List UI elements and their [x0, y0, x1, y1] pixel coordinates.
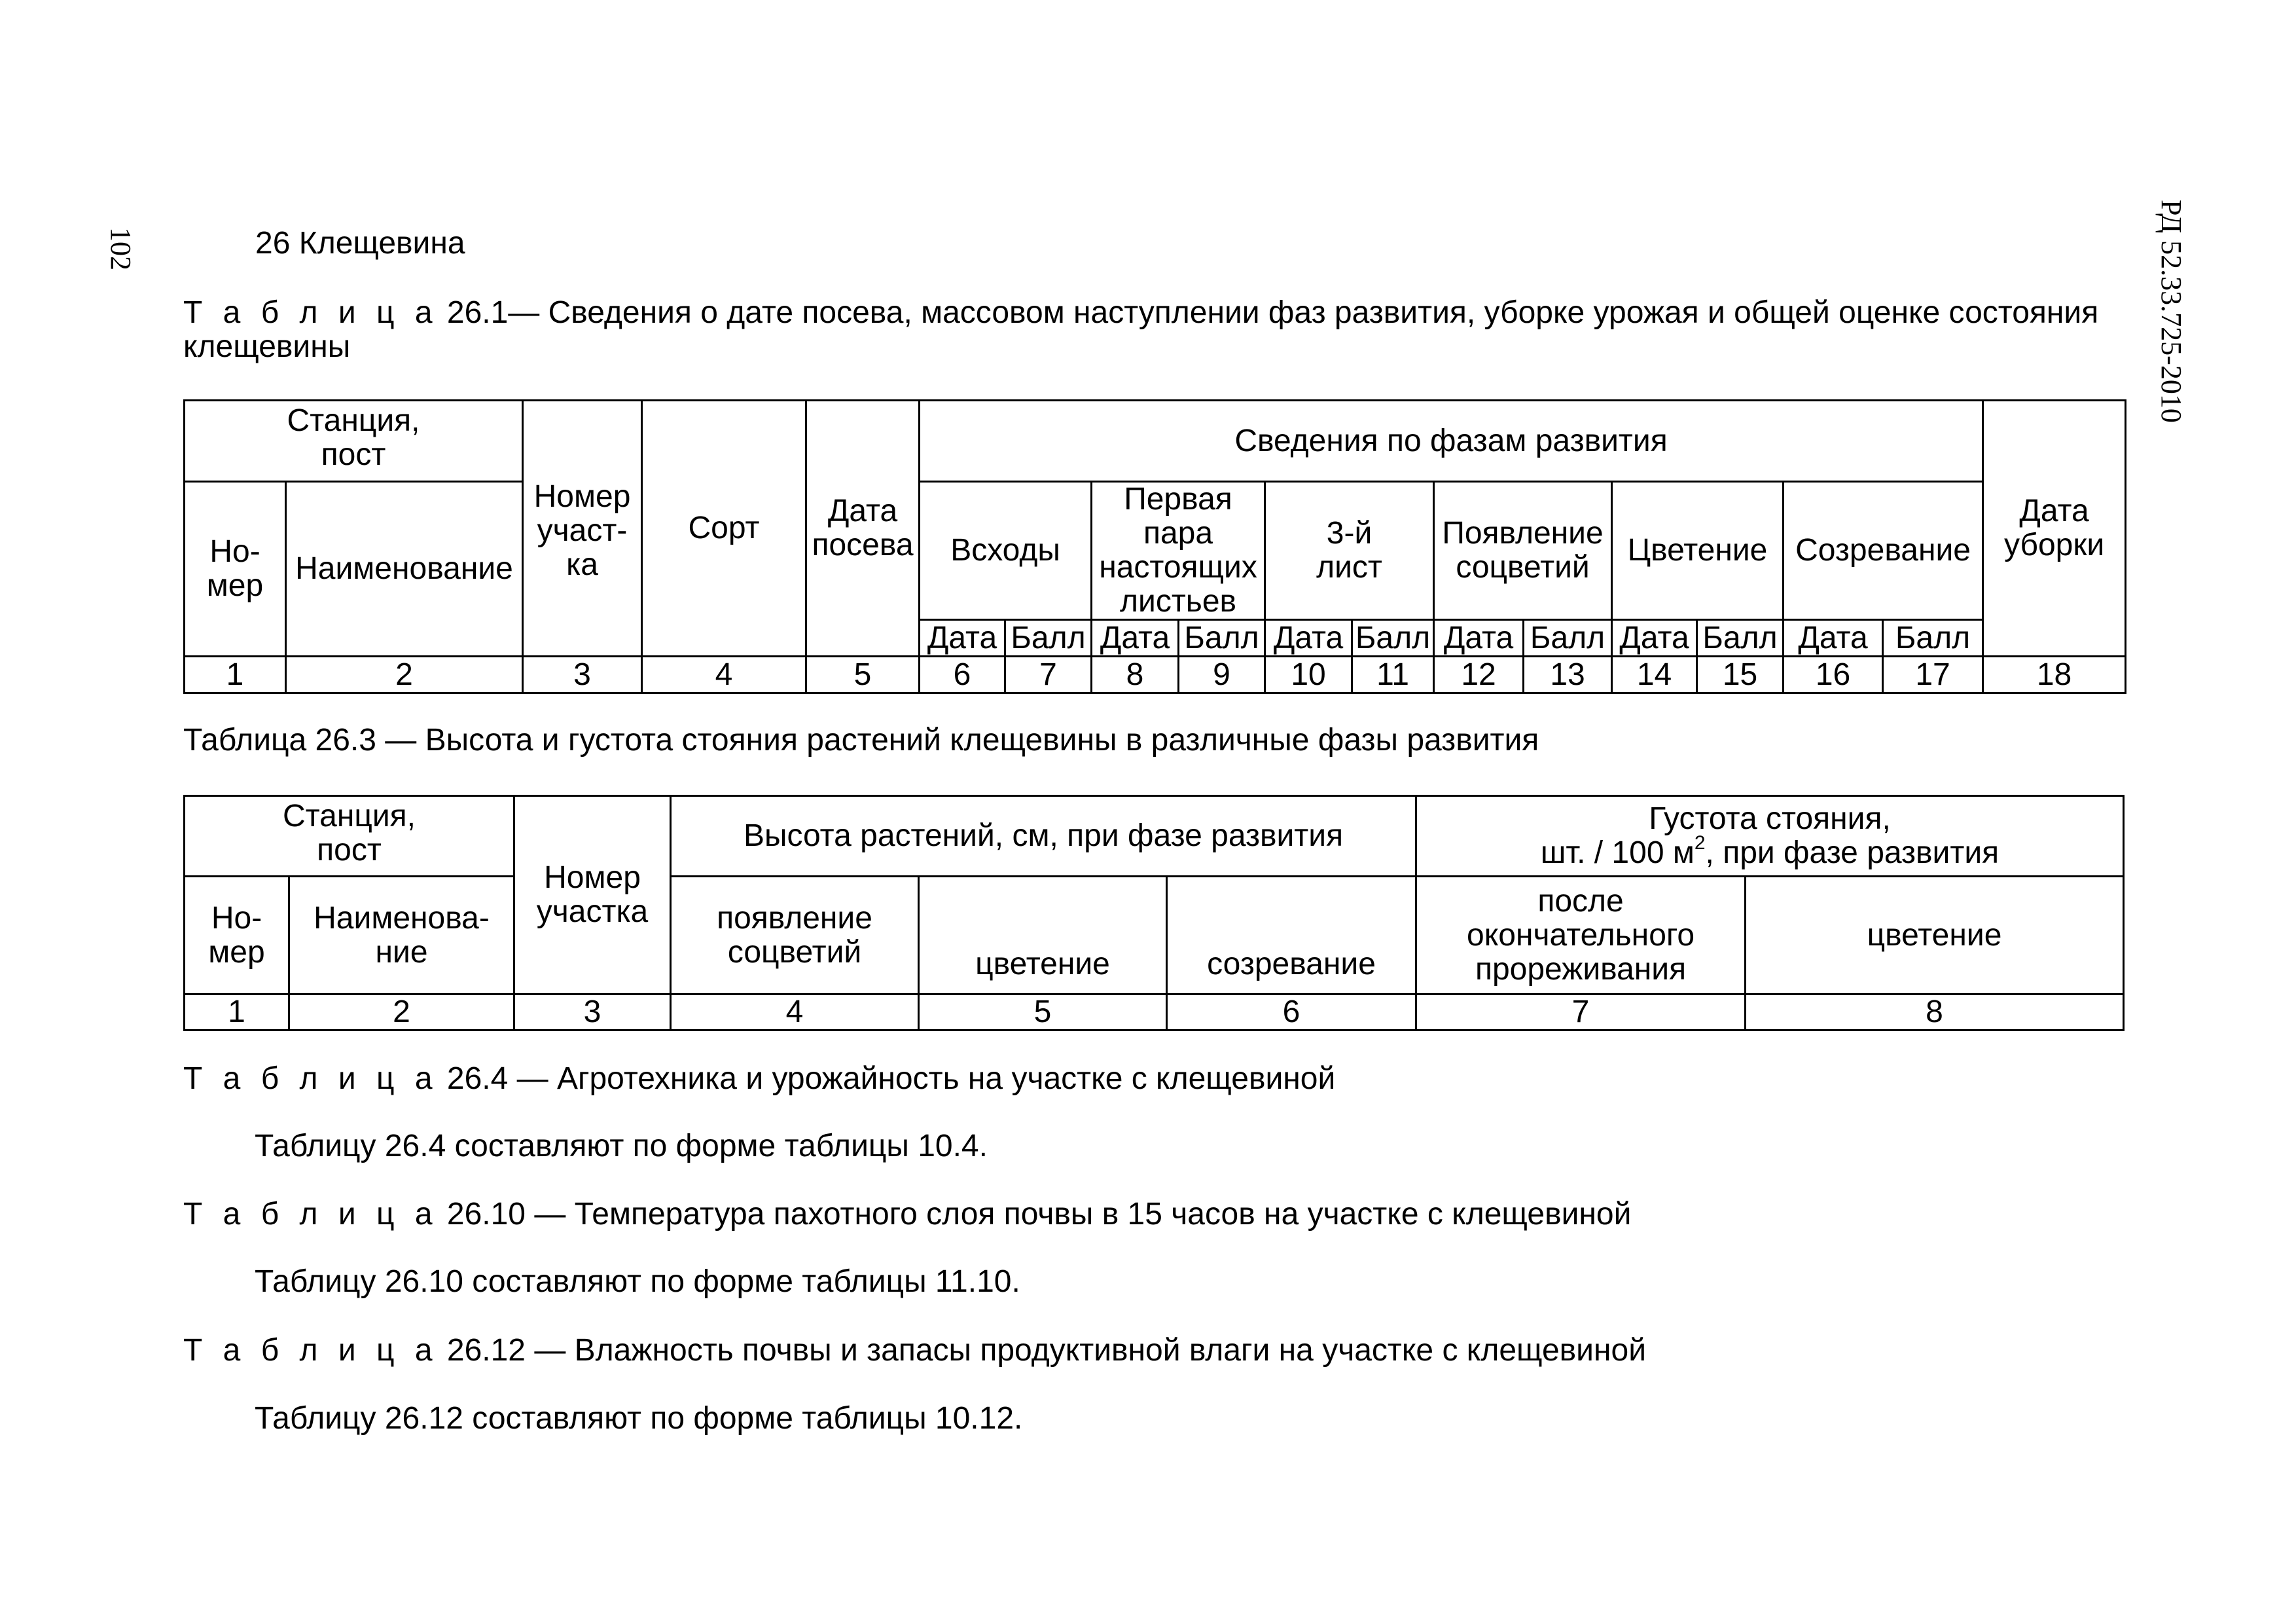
header-variety: Сорт — [642, 401, 806, 657]
header-phases: Сведения по фазам развития — [920, 401, 1983, 482]
column-number: 2 — [286, 657, 523, 693]
column-number: 2 — [289, 994, 514, 1030]
sub-score: Балл — [1697, 620, 1784, 657]
column-number: 7 — [1416, 994, 1746, 1030]
header-ripening: Созревание — [1784, 482, 1983, 620]
column-number: 17 — [1883, 657, 1983, 693]
sub-score: Балл — [1883, 620, 1983, 657]
header-height: Высота растений, см, при фазе развития — [671, 796, 1416, 877]
header-plot-number: Номер участка — [514, 796, 671, 994]
header-station: Станция, пост — [185, 401, 523, 482]
column-number: 10 — [1265, 657, 1352, 693]
header-inflorescence: Появление соцветий — [1434, 482, 1612, 620]
column-number: 18 — [1983, 657, 2126, 693]
column-number: 6 — [1167, 994, 1416, 1030]
column-number: 3 — [523, 657, 642, 693]
sub-date: Дата — [1612, 620, 1697, 657]
table-26-12-note: Таблицу 26.12 составляют по форме таблицы 10.12. — [255, 1401, 1023, 1436]
column-number: 1 — [185, 994, 289, 1030]
header-density: Густота стояния, шт. / 100 $м^2$, при фазе развития — [1416, 796, 2124, 877]
header-first-leaves: Первая пара настоящих листьев — [1092, 482, 1265, 620]
column-number: 7 — [1005, 657, 1092, 693]
header-harvest-date: Дата уборки — [1983, 401, 2126, 657]
sub-date: Дата — [1265, 620, 1352, 657]
sub-score: Балл — [1005, 620, 1092, 657]
sub-date: Дата — [1784, 620, 1883, 657]
header-flowering-density: цветение — [1746, 877, 2124, 994]
page-number: 102 — [105, 227, 137, 270]
column-number: 3 — [514, 994, 671, 1030]
header-flowering: Цветение — [1612, 482, 1784, 620]
header-shoots: Всходы — [920, 482, 1092, 620]
table-26-3-caption: Таблица 26.3 — Высота и густота стояния растений клещевины в различные фазы развития — [183, 723, 1539, 757]
column-number: 5 — [919, 994, 1167, 1030]
column-number: 15 — [1697, 657, 1784, 693]
column-number: 6 — [920, 657, 1005, 693]
header-name: Наименование — [286, 482, 523, 657]
header-name: Наименова- ние — [289, 877, 514, 994]
header-ripening: созревание — [1167, 877, 1416, 994]
sub-date: Дата — [1092, 620, 1179, 657]
header-third-leaf: 3-й лист — [1265, 482, 1434, 620]
table-26-3 — [183, 795, 2125, 1031]
header-station: Станция, пост — [185, 796, 514, 877]
column-number: 8 — [1092, 657, 1179, 693]
sub-score: Балл — [1524, 620, 1612, 657]
sub-date: Дата — [1434, 620, 1524, 657]
column-number: 16 — [1784, 657, 1883, 693]
document-code: РД 52.33.725-2010 — [2155, 200, 2187, 423]
table-26-1-caption-cont: клещевины — [183, 329, 351, 364]
column-number: 11 — [1352, 657, 1434, 693]
column-number: 1 — [185, 657, 286, 693]
table-26-1-caption — [183, 296, 2098, 330]
column-number: 4 — [671, 994, 919, 1030]
caption-label: Т а б л и ц а — [183, 295, 439, 330]
column-number: 4 — [642, 657, 806, 693]
column-number: 13 — [1524, 657, 1612, 693]
sub-score: Балл — [1179, 620, 1265, 657]
caption-text: 26.1— Сведения о дате посева, массовом наступлении фаз развития, уборке урожая и общей оценке состояния — [438, 295, 2099, 330]
column-number: 12 — [1434, 657, 1524, 693]
header-density-unit: шт. / 100 $м^2$, при фазе развития — [1540, 832, 2000, 870]
header-plot-number: Номер участ- ка — [523, 401, 642, 657]
header-sowing-date: Дата посева — [806, 401, 920, 657]
header-number: Но- мер — [185, 482, 286, 657]
header-number: Но- мер — [185, 877, 289, 994]
table-26-10-title: Т а б л и ц а 26.10 — Температура пахотного слоя почвы в 15 часов на участке с клещевиной — [183, 1197, 1632, 1231]
table-26-4-note: Таблицу 26.4 составляют по форме таблицы 10.4. — [255, 1129, 988, 1163]
header-inflorescence: появление соцветий — [671, 877, 919, 994]
column-number: 9 — [1179, 657, 1265, 693]
section-title: 26 Клещевина — [255, 226, 465, 261]
column-number: 5 — [806, 657, 920, 693]
column-number: 8 — [1746, 994, 2124, 1030]
sub-date: Дата — [920, 620, 1005, 657]
table-26-10-note: Таблицу 26.10 составляют по форме таблицы 11.10. — [255, 1264, 1020, 1299]
sub-score: Балл — [1352, 620, 1434, 657]
table-26-1 — [183, 399, 2126, 694]
header-after-thinning: после окончательного прореживания — [1416, 877, 1746, 994]
header-flowering: цветение — [919, 877, 1167, 994]
table-26-12-title: Т а б л и ц а 26.12 — Влажность почвы и запасы продуктивной влаги на участке с клещевиной — [183, 1333, 1646, 1368]
column-number: 14 — [1612, 657, 1697, 693]
table-26-4-title: Т а б л и ц а 26.4 — Агротехника и урожайность на участке с клещевиной — [183, 1061, 1336, 1096]
